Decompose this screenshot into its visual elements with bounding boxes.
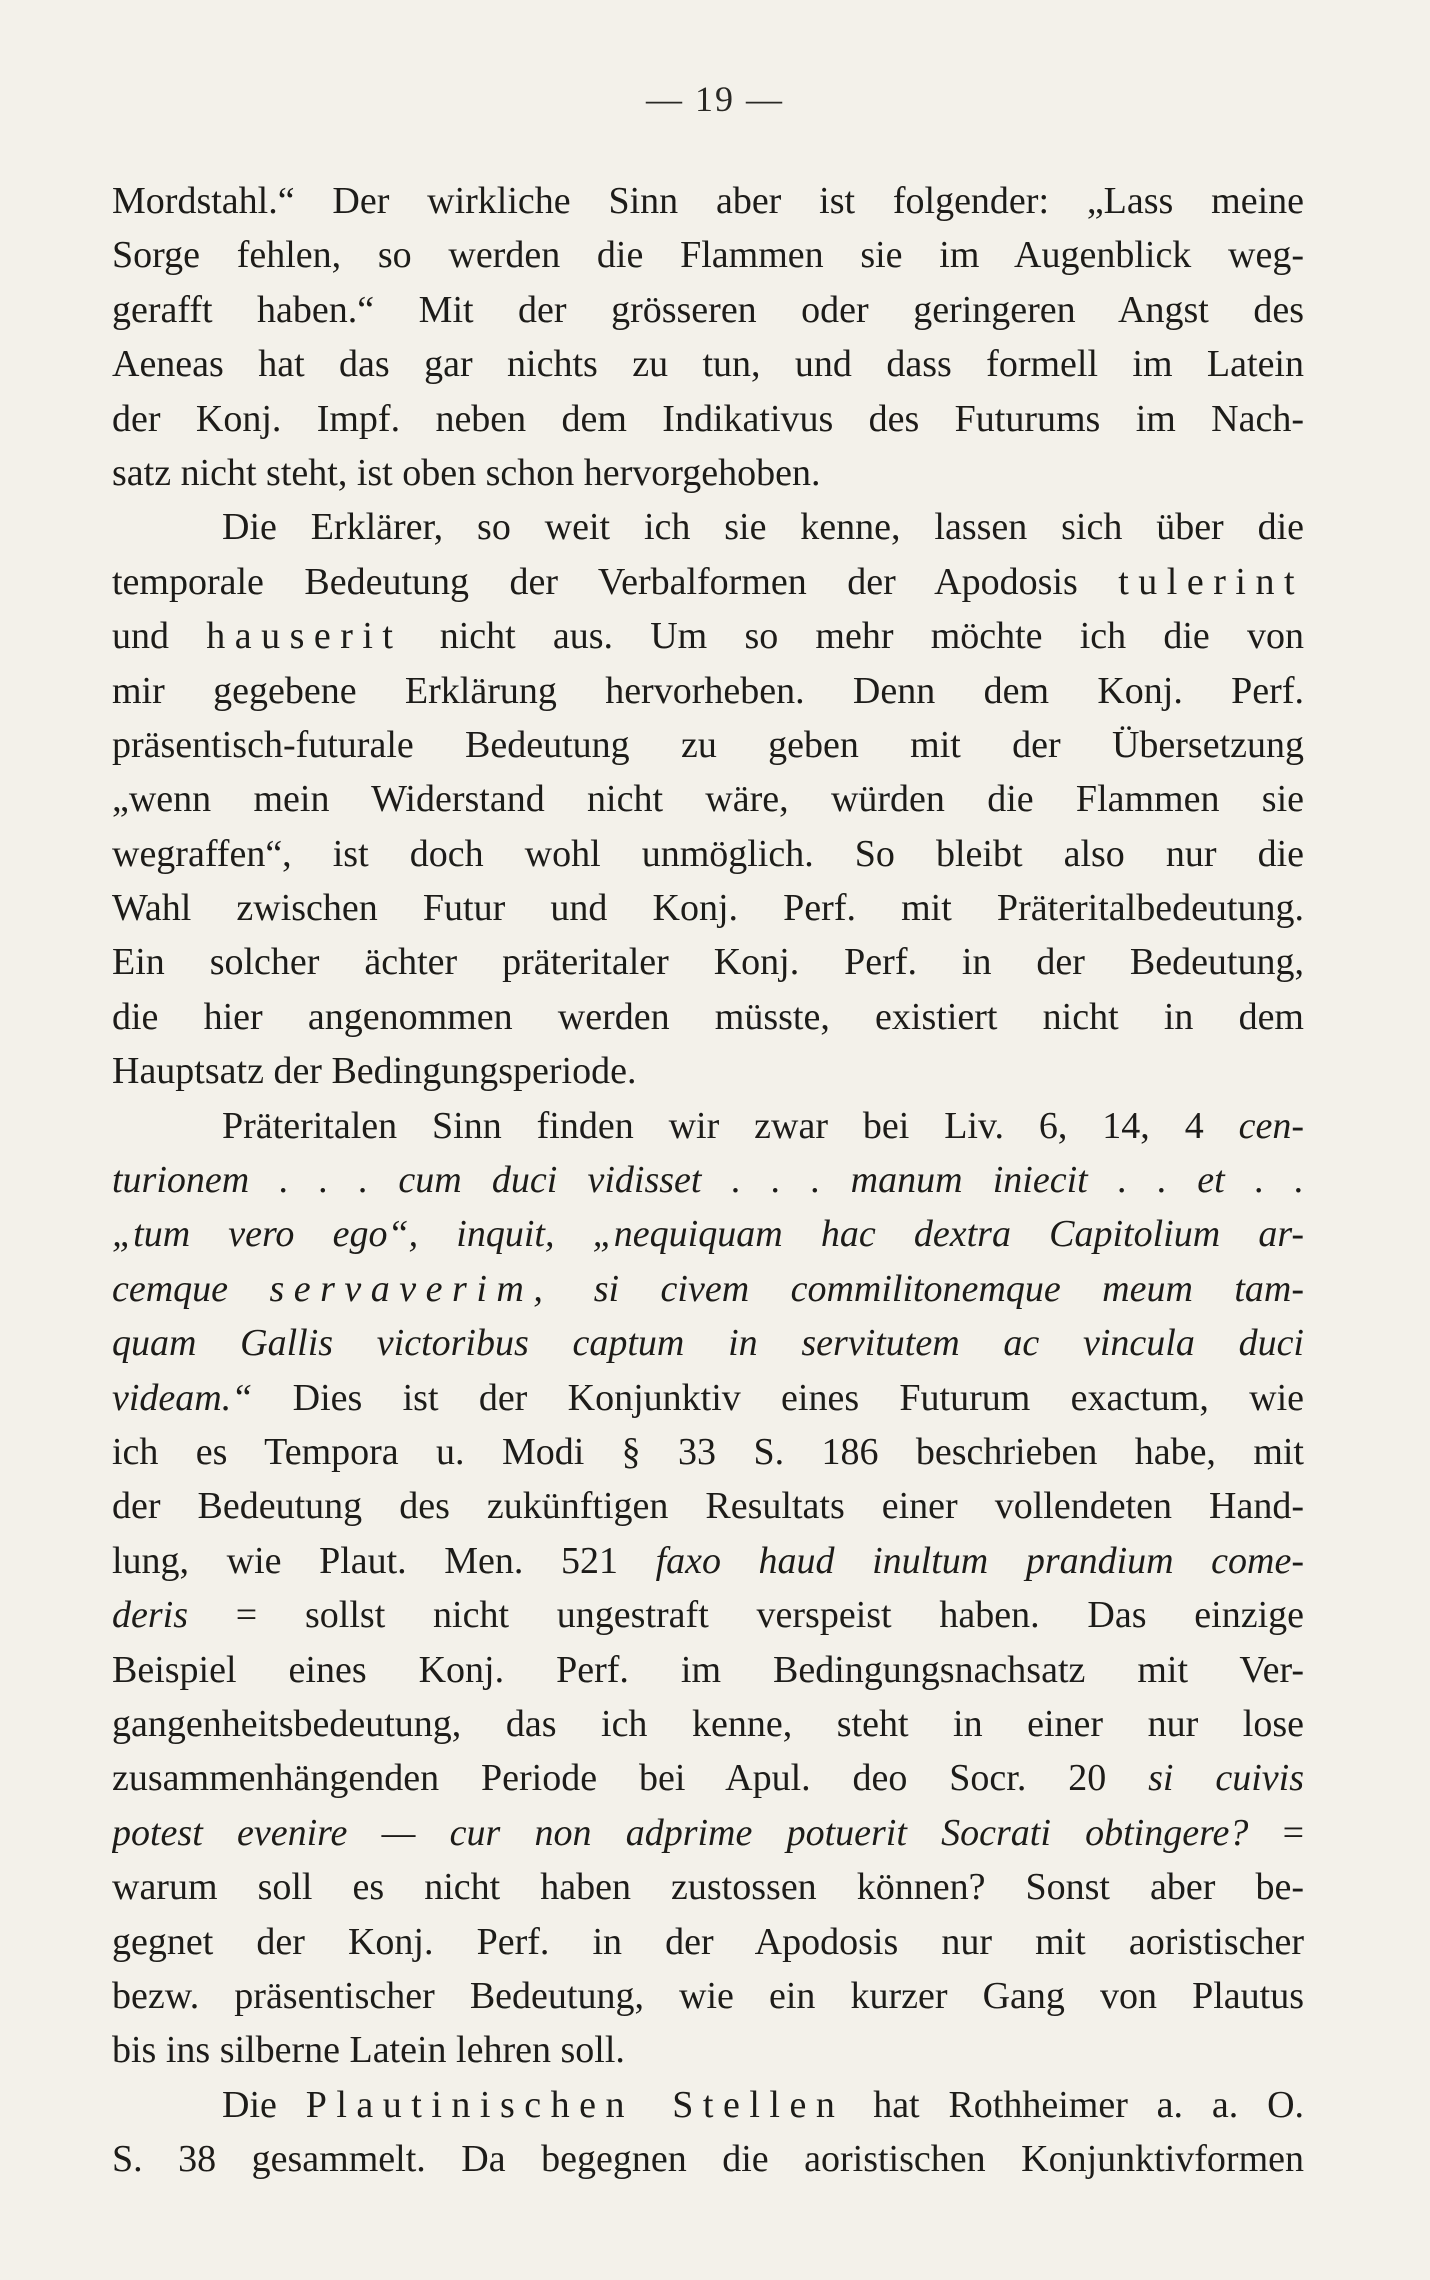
latin-quote: videam.“: [112, 1376, 253, 1419]
text-line: gegnet der Konj. Perf. in der Apodosis nur mit aoristischer: [112, 1920, 1304, 1963]
text-line: präsentisch-futurale Bedeutung zu geben mit der Übersetzung: [112, 723, 1304, 766]
latin-quote-line: „tum vero ego“, inquit, „nequiquam hac dextra Capitolium ar-: [112, 1213, 1304, 1256]
paragraph-start: Präteritalen Sinn finden wir zwar bei Liv. 6, 14, 4 cen-: [222, 1104, 1304, 1147]
text-line: temporale Bedeutung der Verbalformen der Apodosis tulerint: [112, 560, 1304, 603]
text-line: Wahl zwischen Futur und Konj. Perf. mit Präteritalbedeutung.: [112, 887, 1304, 930]
text-line: satz nicht steht, ist oben schon hervorgehoben.: [112, 451, 821, 494]
spaced-word: hauserit: [206, 615, 403, 658]
text-line: gangenheitsbedeutung, das ich kenne, steht in einer nur lose: [112, 1702, 1304, 1745]
text-line: lung, wie Plaut. Men. 521 faxo haud inultum prandium come-: [112, 1539, 1304, 1582]
spaced-word: Plautinischen Stellen: [305, 2083, 845, 2126]
text-line: der Konj. Impf. neben dem Indikativus des Futurums im Nach-: [112, 397, 1304, 440]
text-line: bezw. präsentischer Bedeutung, wie ein kurzer Gang von Plautus: [112, 1974, 1304, 2017]
text-line: Aeneas hat das gar nichts zu tun, und dass formell im Latein: [112, 343, 1304, 386]
body-text: [112, 174, 1304, 2186]
text-line: ich es Tempora u. Modi § 33 S. 186 beschrieben habe, mit: [112, 1430, 1304, 1473]
text-line: „wenn mein Widerstand nicht wäre, würden die Flammen sie: [112, 778, 1304, 821]
text-line: und hauserit nicht aus. Um so mehr möchte ich die von: [112, 615, 1304, 658]
latin-quote: cen-: [1238, 1104, 1304, 1147]
text-line: videam.“ Dies ist der Konjunktiv eines Futurum exactum, wie: [112, 1376, 1304, 1419]
text-line: Hauptsatz der Bedingungsperiode.: [112, 1050, 637, 1093]
spaced-word: tulerint: [1118, 560, 1304, 603]
latin-quote: potest evenire — cur non adprime potuerit Socrati obtingere?: [112, 1811, 1249, 1854]
latin-quote: deris: [112, 1594, 188, 1637]
text-line: deris = sollst nicht ungestraft verspeist haben. Das einzige: [112, 1594, 1304, 1637]
latin-quote-line: quam Gallis victoribus captum in servitutem ac vincula duci: [112, 1322, 1304, 1365]
text-line: der Bedeutung des zukünftigen Resultats einer vollendeten Hand-: [112, 1485, 1304, 1528]
text-line: Beispiel eines Konj. Perf. im Bedingungsnachsatz mit Ver-: [112, 1648, 1304, 1691]
latin-quote: faxo haud inultum prandium come-: [655, 1539, 1304, 1582]
text-line: die hier angenommen werden müsste, existiert nicht in dem: [112, 995, 1304, 1038]
text-line: bis ins silberne Latein lehren soll.: [112, 2029, 625, 2072]
text-line: Ein solcher ächter präteritaler Konj. Perf. in der Bedeutung,: [112, 941, 1304, 984]
text-line: zusammenhängenden Periode bei Apul. deo Socr. 20 si cuivis: [112, 1757, 1304, 1800]
latin-quote-line: turionem . . . cum duci vidisset . . . manum iniecit . . et . .: [112, 1159, 1304, 1202]
page-number: — 19 —: [646, 79, 784, 119]
paragraph-start: Die Plautinischen Stellen hat Rothheimer a. a. O.: [222, 2083, 1304, 2126]
text-line: S. 38 gesammelt. Da begegnen die aoristischen Konjunktivformen: [112, 2138, 1304, 2181]
text-line: Mordstahl.“ Der wirkliche Sinn aber ist folgender: „Lass meine: [112, 180, 1304, 222]
text-line: wegraffen“, ist doch wohl unmöglich. So bleibt also nur die: [112, 832, 1304, 875]
text-line: gerafft haben.“ Mit der grösseren oder geringeren Angst des: [112, 288, 1304, 331]
text-line: potest evenire — cur non adprime potuerit Socrati obtingere? =: [112, 1811, 1304, 1854]
text-line: mir gegebene Erklärung hervorheben. Denn dem Konj. Perf.: [112, 669, 1304, 712]
text-line: Sorge fehlen, so werden die Flammen sie im Augenblick weg-: [112, 234, 1304, 277]
latin-quote-line: cemque servaverim, si civem commilitonemque meum tam-: [112, 1267, 1304, 1310]
text-line: warum soll es nicht haben zustossen können? Sonst aber be-: [112, 1866, 1304, 1909]
paragraph-start: Die Erklärer, so weit ich sie kenne, lassen sich über die: [222, 506, 1304, 549]
latin-quote: si cuivis: [1148, 1757, 1304, 1800]
spaced-word: servaverim,: [269, 1267, 553, 1310]
